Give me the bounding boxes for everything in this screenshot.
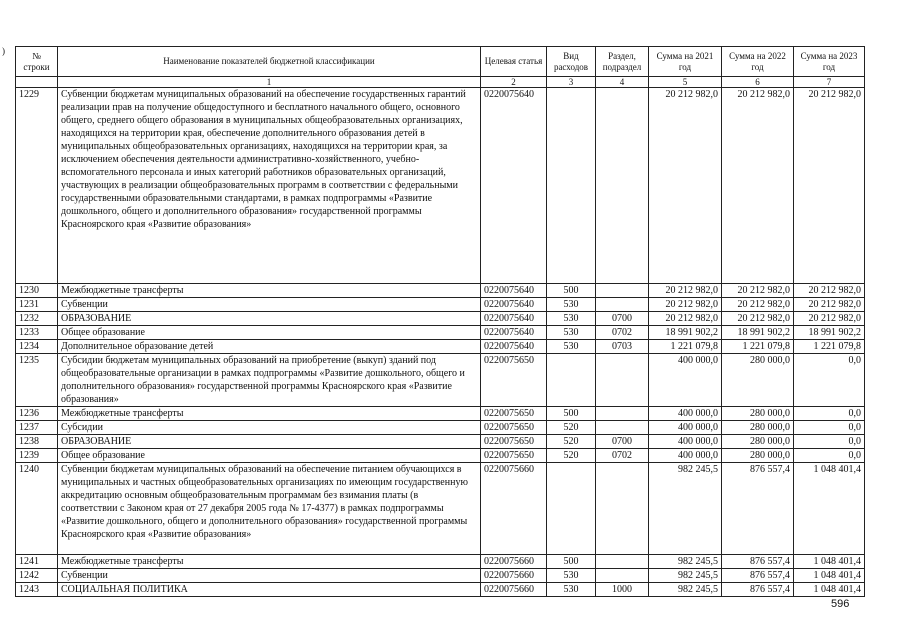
row-sum-2023: 20 212 982,0 — [794, 312, 865, 326]
row-type: 530 — [547, 326, 596, 340]
row-target: 0220075660 — [481, 569, 547, 583]
row-sum-2021: 982 245,5 — [649, 583, 722, 597]
row-sum-2022: 20 212 982,0 — [722, 298, 794, 312]
header-row — [16, 47, 865, 77]
row-sum-2023: 20 212 982,0 — [794, 88, 865, 284]
row-name: Дополнительное образование детей — [58, 340, 481, 354]
row-sum-2023: 0,0 — [794, 354, 865, 407]
row-name: ОБРАЗОВАНИЕ — [58, 435, 481, 449]
header-sum-2021: Сумма на 2021 год — [649, 47, 722, 77]
row-sum-2023: 18 991 902,2 — [794, 326, 865, 340]
header-sum-2022: Сумма на 2022 год — [722, 47, 794, 77]
table-row — [16, 298, 865, 312]
row-sum-2022: 20 212 982,0 — [722, 284, 794, 298]
row-name: Общее образование — [58, 449, 481, 463]
table-row — [16, 88, 865, 284]
col-number: 1 — [58, 77, 481, 88]
row-section — [596, 88, 649, 284]
row-sum-2022: 876 557,4 — [722, 463, 794, 555]
row-number: 1231 — [16, 298, 58, 312]
row-sum-2022: 876 557,4 — [722, 555, 794, 569]
row-number: 1234 — [16, 340, 58, 354]
row-sum-2022: 876 557,4 — [722, 569, 794, 583]
margin-mark: ) — [2, 46, 5, 56]
row-target: 0220075650 — [481, 354, 547, 407]
row-section: 0700 — [596, 435, 649, 449]
row-target: 0220075660 — [481, 555, 547, 569]
row-target: 0220075640 — [481, 340, 547, 354]
row-sum-2021: 20 212 982,0 — [649, 312, 722, 326]
row-name: Субсидии бюджетам муниципальных образований на приобретение (выкуп) зданий под общеобразовательные организации в рамках подпрограммы «Развитие дошкольного, общего и дополнительного образования» государственной программы Красноярского края «Развитие образования» — [58, 354, 481, 407]
row-number: 1235 — [16, 354, 58, 407]
row-sum-2022: 280 000,0 — [722, 449, 794, 463]
table-row — [16, 354, 865, 407]
row-type: 500 — [547, 284, 596, 298]
table-row — [16, 312, 865, 326]
row-sum-2023: 20 212 982,0 — [794, 284, 865, 298]
budget-table — [15, 46, 865, 597]
row-section — [596, 555, 649, 569]
page-number: 596 — [831, 598, 850, 610]
row-number: 1243 — [16, 583, 58, 597]
row-sum-2023: 1 221 079,8 — [794, 340, 865, 354]
row-type: 530 — [547, 569, 596, 583]
row-sum-2022: 18 991 902,2 — [722, 326, 794, 340]
row-number: 1242 — [16, 569, 58, 583]
row-sum-2022: 280 000,0 — [722, 354, 794, 407]
row-sum-2023: 0,0 — [794, 435, 865, 449]
row-sum-2021: 20 212 982,0 — [649, 298, 722, 312]
col-number: 7 — [794, 77, 865, 88]
row-sum-2021: 982 245,5 — [649, 569, 722, 583]
row-number: 1233 — [16, 326, 58, 340]
row-number: 1236 — [16, 407, 58, 421]
table-row — [16, 435, 865, 449]
header-type: Вид расходов — [547, 47, 596, 77]
header-section: Раздел, подраздел — [596, 47, 649, 77]
row-type: 530 — [547, 298, 596, 312]
row-section — [596, 569, 649, 583]
row-number: 1229 — [16, 88, 58, 284]
row-sum-2023: 1 048 401,4 — [794, 583, 865, 597]
row-sum-2022: 280 000,0 — [722, 435, 794, 449]
row-section — [596, 463, 649, 555]
row-number: 1241 — [16, 555, 58, 569]
row-name: Межбюджетные трансферты — [58, 555, 481, 569]
row-section — [596, 284, 649, 298]
row-type — [547, 88, 596, 284]
row-target: 0220075640 — [481, 312, 547, 326]
row-target: 0220075650 — [481, 435, 547, 449]
row-target: 0220075640 — [481, 298, 547, 312]
col-number: 5 — [649, 77, 722, 88]
row-type — [547, 463, 596, 555]
row-section: 1000 — [596, 583, 649, 597]
row-sum-2023: 1 048 401,4 — [794, 555, 865, 569]
row-sum-2021: 400 000,0 — [649, 449, 722, 463]
row-target: 0220075660 — [481, 583, 547, 597]
row-sum-2023: 0,0 — [794, 449, 865, 463]
table-row — [16, 340, 865, 354]
row-type: 530 — [547, 340, 596, 354]
row-name: Субвенции бюджетам муниципальных образований на обеспечение государственных гарантий реализации прав на получение общедоступного и бесплатного начального общего, основного общего, среднего общего образования в муниципальных общеобразовательных организациях, находящихся на территории края, обеспечение дополнительного образования детей в муниципальных общеобразовательных организациях, находящихся на территории края, за исключением обеспечения деятельности административно-хозяйственного, учебно-вспомогательного персонала и иных категорий работников образовательных организаций, участвующих в реализации общеобразовательных программ в соответствии с федеральными государственными образовательными стандартами, в рамках подпрограммы «Развитие дошкольного, общего и дополнительного образования» государственной программы Красноярского края «Развитие образования» — [58, 88, 481, 284]
row-sum-2021: 20 212 982,0 — [649, 88, 722, 284]
row-name: Общее образование — [58, 326, 481, 340]
row-number: 1232 — [16, 312, 58, 326]
table-row — [16, 569, 865, 583]
row-sum-2021: 400 000,0 — [649, 435, 722, 449]
row-number: 1238 — [16, 435, 58, 449]
row-sum-2022: 1 221 079,8 — [722, 340, 794, 354]
header-name: Наименование показателей бюджетной классификации — [58, 47, 481, 77]
row-sum-2021: 400 000,0 — [649, 407, 722, 421]
row-target: 0220075660 — [481, 463, 547, 555]
row-target: 0220075640 — [481, 284, 547, 298]
row-target: 0220075650 — [481, 421, 547, 435]
col-number: 2 — [481, 77, 547, 88]
row-section — [596, 407, 649, 421]
row-type: 500 — [547, 407, 596, 421]
table-row — [16, 583, 865, 597]
row-type: 520 — [547, 435, 596, 449]
row-type: 520 — [547, 449, 596, 463]
table-row — [16, 555, 865, 569]
col-number: 3 — [547, 77, 596, 88]
column-number-row — [16, 77, 865, 88]
row-sum-2023: 0,0 — [794, 421, 865, 435]
table-row — [16, 407, 865, 421]
row-type: 530 — [547, 583, 596, 597]
row-number: 1237 — [16, 421, 58, 435]
row-number: 1230 — [16, 284, 58, 298]
row-name: Межбюджетные трансферты — [58, 284, 481, 298]
col-number — [16, 77, 58, 88]
row-target: 0220075640 — [481, 326, 547, 340]
table-row — [16, 326, 865, 340]
row-sum-2021: 20 212 982,0 — [649, 284, 722, 298]
table-row — [16, 463, 865, 555]
row-name: Межбюджетные трансферты — [58, 407, 481, 421]
header-row-no: № строки — [16, 47, 58, 77]
row-sum-2022: 20 212 982,0 — [722, 88, 794, 284]
row-type: 500 — [547, 555, 596, 569]
table-row — [16, 284, 865, 298]
row-type — [547, 354, 596, 407]
row-type: 520 — [547, 421, 596, 435]
row-sum-2021: 400 000,0 — [649, 421, 722, 435]
row-name: Субвенции — [58, 298, 481, 312]
row-section: 0700 — [596, 312, 649, 326]
header-sum-2023: Сумма на 2023 год — [794, 47, 865, 77]
row-name: ОБРАЗОВАНИЕ — [58, 312, 481, 326]
row-sum-2022: 20 212 982,0 — [722, 312, 794, 326]
row-sum-2022: 876 557,4 — [722, 583, 794, 597]
col-number: 4 — [596, 77, 649, 88]
row-sum-2021: 1 221 079,8 — [649, 340, 722, 354]
row-sum-2023: 1 048 401,4 — [794, 569, 865, 583]
row-number: 1240 — [16, 463, 58, 555]
row-section — [596, 298, 649, 312]
row-sum-2023: 0,0 — [794, 407, 865, 421]
col-number: 6 — [722, 77, 794, 88]
row-section: 0702 — [596, 326, 649, 340]
row-sum-2022: 280 000,0 — [722, 407, 794, 421]
row-sum-2021: 982 245,5 — [649, 463, 722, 555]
row-name: Субвенции — [58, 569, 481, 583]
row-number: 1239 — [16, 449, 58, 463]
table-row — [16, 421, 865, 435]
header-target: Целевая статья — [481, 47, 547, 77]
row-name: Субвенции бюджетам муниципальных образований на обеспечение питанием обучающихся в муниципальных и частных общеобразовательных организациях по имеющим государственную аккредитацию основным общеобразовательным программам без взимания платы (в соответствии с Законом края от 27 декабря 2005 года № 17-4377) в рамках подпрограммы «Развитие дошкольного, общего и дополнительного образования» государственной программы Красноярского края «Развитие образования» — [58, 463, 481, 555]
row-section — [596, 354, 649, 407]
row-sum-2023: 1 048 401,4 — [794, 463, 865, 555]
row-sum-2021: 400 000,0 — [649, 354, 722, 407]
row-type: 530 — [547, 312, 596, 326]
row-section: 0702 — [596, 449, 649, 463]
table-row — [16, 449, 865, 463]
row-section: 0703 — [596, 340, 649, 354]
row-target: 0220075640 — [481, 88, 547, 284]
row-sum-2021: 982 245,5 — [649, 555, 722, 569]
row-sum-2022: 280 000,0 — [722, 421, 794, 435]
row-section — [596, 421, 649, 435]
row-sum-2021: 18 991 902,2 — [649, 326, 722, 340]
row-name: Субсидии — [58, 421, 481, 435]
row-name: СОЦИАЛЬНАЯ ПОЛИТИКА — [58, 583, 481, 597]
row-target: 0220075650 — [481, 449, 547, 463]
row-sum-2023: 20 212 982,0 — [794, 298, 865, 312]
row-target: 0220075650 — [481, 407, 547, 421]
